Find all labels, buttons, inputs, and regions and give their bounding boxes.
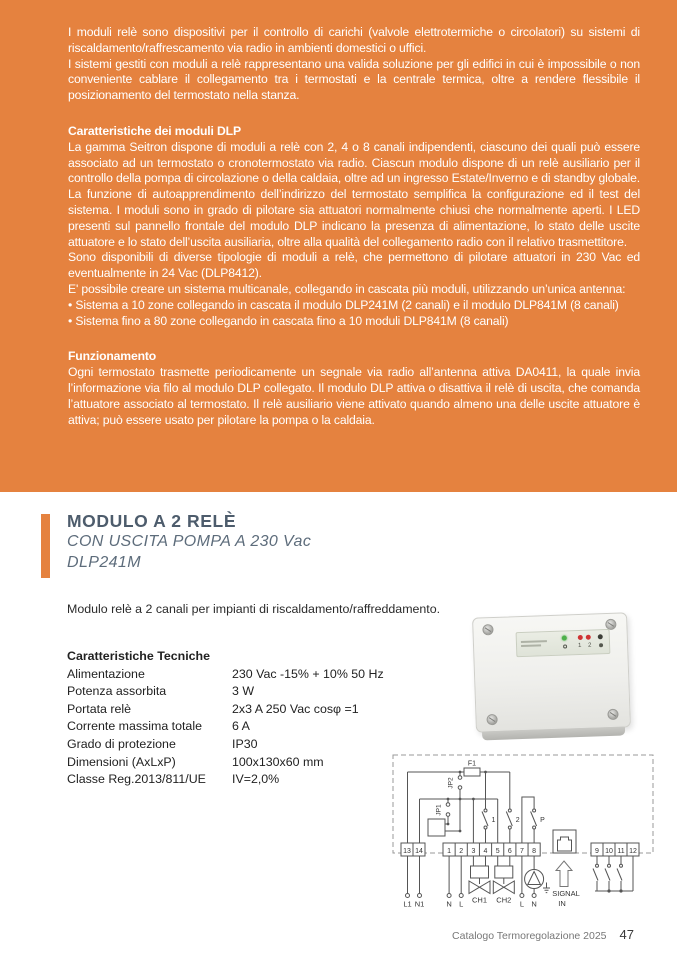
specs-heading: Caratteristiche Tecniche xyxy=(67,649,211,663)
terminal-number: 1 xyxy=(447,847,452,855)
functioning-heading: Funzionamento xyxy=(68,349,157,364)
spec-row xyxy=(67,701,384,719)
panel-print xyxy=(521,644,541,646)
screw-icon xyxy=(482,624,493,635)
switch2-label: 2 xyxy=(515,817,520,824)
terminal-number: 2 xyxy=(459,847,464,855)
catalog-name: Catalogo Termoregolazione 2025 xyxy=(452,930,607,942)
bullet-item: • Sistema fino a 80 zone collegando in cascata fino a 10 moduli DLP841M (8 canali) xyxy=(68,313,509,328)
product-photo xyxy=(472,612,631,732)
spec-value: 6 A xyxy=(232,719,250,734)
aux-led xyxy=(598,634,603,639)
signal-icon xyxy=(599,643,603,647)
panel-print xyxy=(521,640,547,642)
spec-row xyxy=(67,754,384,772)
spec-value: 3 W xyxy=(232,684,255,699)
terminal-number: 9 xyxy=(595,847,599,855)
channel2-led xyxy=(586,635,591,640)
fuse-label: F1 xyxy=(467,760,477,768)
spec-label: Dimensioni (AxLxP) xyxy=(67,754,176,769)
wiring-diagram xyxy=(390,750,675,925)
terminal-number: 7 xyxy=(519,847,524,855)
ch2-label: CH2 xyxy=(496,895,512,905)
spec-label: Classe Reg.2013/811/UE xyxy=(67,772,206,787)
dlp-paragraph-1: La gamma Seitron dispone di moduli a relè con 2, 4 o 8 canali indipendenti, ciascuno dei quali può essere associato ad un termostato o cronotermostato via radio. Ciascun modulo dispone di un relè ausiliario per il controllo della pompa di circolazione o della caldaia, oltre ad un ingresso Estate/Inverno e di standby globale. La funzione di autoapprendimento dell’indirizzo del termostato semplifica la configurazione ed il test del sistema. I moduli sono in grado di pilotare sia attuatori normalmente chiusi che normalmente aperti. I LED presenti sul pannello frontale del modulo DLP indicano la presenza di alimentazione, lo stato delle uscite attuatore e lo stato dell’uscita ausiliaria, oltre alla qualità del collegamento radio con il relativo trasmettitore. xyxy=(68,139,640,249)
dlp-paragraph-2: Sono disponibili di diverse tipologie di moduli a relè, che permettono di pilotare attuatori in 230 Vac ed eventualmente in 24 Vac (DLP8412). xyxy=(68,250,640,281)
jp2-label: JP2 xyxy=(447,777,455,789)
intro-paragraph-2: I sistemi gestiti con moduli a relè rappresentano una valida soluzione per gli edifici in cui è impossibile o non conveniente cablare il collegamento tra i termostati e la centrale termica, oltre a rendere flessibile il posizionamento del termostato nella stanza. xyxy=(68,56,640,103)
pump-n-label: N xyxy=(531,899,537,909)
led-panel xyxy=(516,629,611,657)
spec-value: 2x3 A 250 Vac cosφ =1 xyxy=(232,701,359,716)
product-title: MODULO A 2 RELÈ xyxy=(67,511,237,531)
terminal-number: 11 xyxy=(617,847,625,855)
power-icon xyxy=(563,644,567,648)
terminal-number: 14 xyxy=(415,847,423,855)
jp1-label: JP1 xyxy=(435,804,443,816)
screw-icon xyxy=(607,709,618,720)
spec-label: Corrente massima totale xyxy=(67,719,202,734)
title-accent-bar xyxy=(41,514,50,578)
dlp-features-heading: Caratteristiche dei moduli DLP xyxy=(68,123,241,138)
product-title-block xyxy=(67,511,311,573)
switch1-label: 1 xyxy=(491,817,496,824)
pump-l-label: L xyxy=(519,899,524,909)
specs-table xyxy=(67,648,384,789)
spec-row xyxy=(67,718,384,736)
spec-row xyxy=(67,736,384,754)
mains-label: N1 xyxy=(414,899,425,909)
signal-in-label: IN xyxy=(558,899,566,908)
terminal-number: 13 xyxy=(403,847,411,855)
terminal-number: 3 xyxy=(471,847,476,855)
page-number: 47 xyxy=(619,927,634,942)
power-led xyxy=(562,635,567,640)
spec-label: Portata relè xyxy=(67,701,132,716)
mains-label: L1 xyxy=(403,899,412,909)
spec-label: Grado di protezione xyxy=(67,736,176,751)
channel1-led xyxy=(578,635,583,640)
terminal-number: 5 xyxy=(495,847,500,855)
terminal-number: 4 xyxy=(483,847,488,855)
functioning-paragraph: Ogni termostato trasmette periodicamente un segnale via radio all’antenna attiva DA0411, la quale invia l’informazione via filo al modulo DLP collegato. Il modulo DLP attiva o disattiva il relè di uscita, che comanda l’attuatore associato al termostato. Il relè ausiliario viene attivato quando almeno una delle uscite attuatore è attiva; può essere usato per pilotare la pompa o la caldaia. xyxy=(68,365,640,427)
product-model: DLP241M xyxy=(67,553,141,571)
output-label: L xyxy=(459,899,464,909)
channel-labels: 1 2 xyxy=(577,642,595,650)
spec-label: Potenza assorbita xyxy=(67,684,167,699)
terminal-number: 12 xyxy=(629,847,637,855)
spec-row xyxy=(67,771,384,789)
terminal-number: 6 xyxy=(507,847,512,855)
product-subtitle: CON USCITA POMPA A 230 Vac xyxy=(67,533,312,550)
product-description: Modulo relè a 2 canali per impianti di riscaldamento/raffreddamento. xyxy=(67,602,441,616)
module-outline xyxy=(393,755,653,853)
spec-value: 230 Vac -15% + 10% 50 Hz xyxy=(232,666,384,681)
dlp-paragraph-3: E' possibile creare un sistema multicanale, collegando in cascata più moduli, utilizzando un’unica antenna: xyxy=(68,281,626,296)
page-footer xyxy=(452,927,634,942)
spec-value: IV=2,0% xyxy=(232,772,280,787)
spec-value: 100x130x60 mm xyxy=(232,754,324,769)
intro-paragraph-1: I moduli relè sono dispositivi per il controllo di carichi (valvole elettrotermiche o circolatori) su sistemi di riscaldamento/raffrescamento via radio in ambienti domestici o uffici. xyxy=(68,25,640,55)
spec-row xyxy=(67,683,384,701)
terminal-number: 8 xyxy=(532,847,537,855)
screw-icon xyxy=(486,714,497,725)
output-label: N xyxy=(446,899,452,909)
spec-value: IP30 xyxy=(232,736,258,751)
spec-label: Alimentazione xyxy=(67,666,145,681)
switchP-label: P xyxy=(540,817,545,824)
ch1-label: CH1 xyxy=(471,895,488,905)
spec-row xyxy=(67,666,384,684)
bullet-item: • Sistema a 10 zone collegando in cascata il modulo DLP241M (2 canali) e il modulo DLP841M (8 canali) xyxy=(68,297,619,312)
terminal-number: 10 xyxy=(605,847,613,855)
signal-in-label: SIGNAL xyxy=(552,889,580,898)
